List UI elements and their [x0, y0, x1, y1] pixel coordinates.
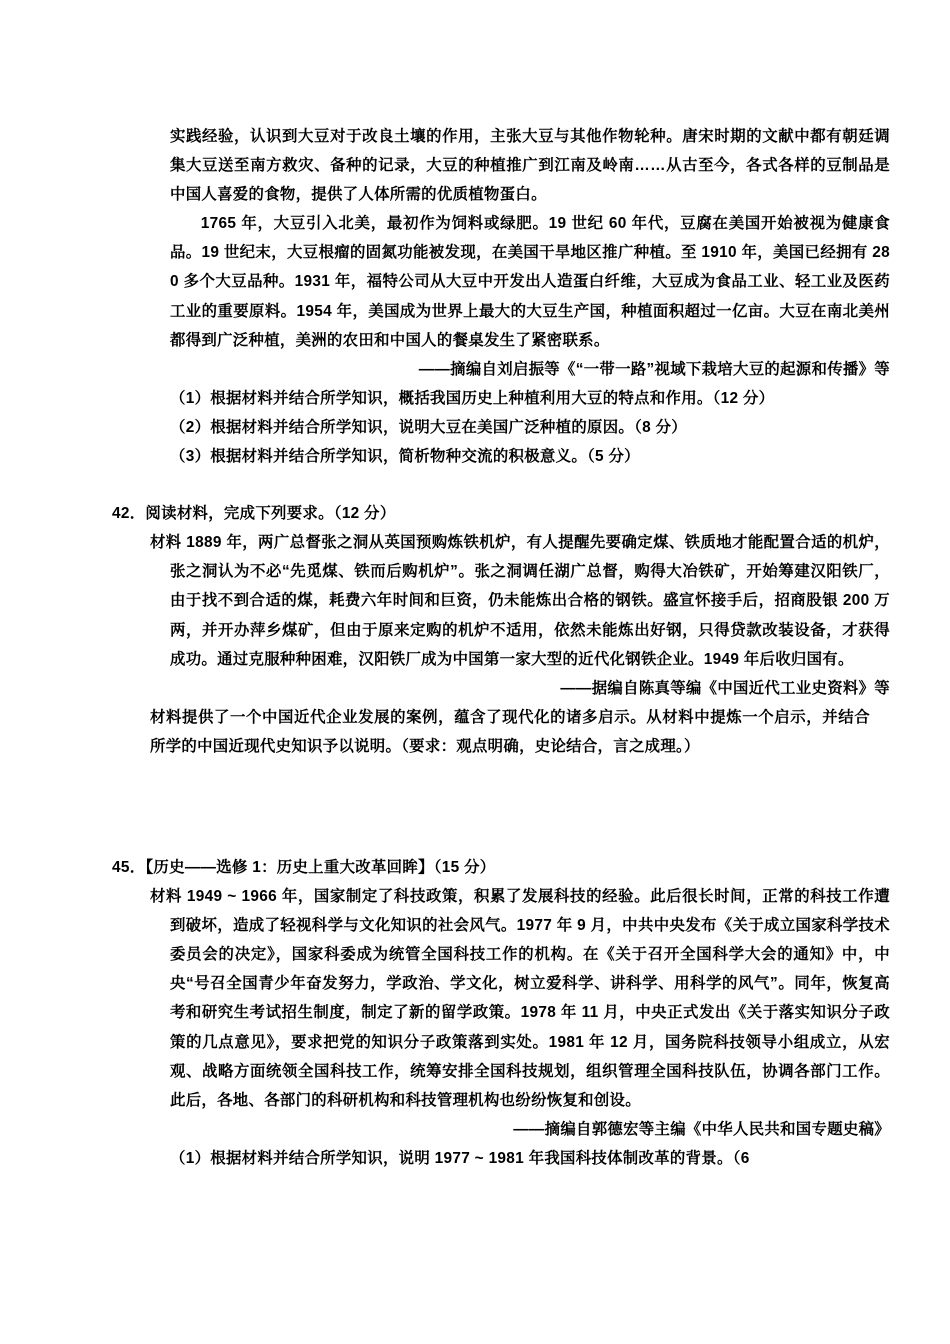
- question-45-subquestion-1: （1）根据材料并结合所学知识，说明 1977 ~ 1981 年我国科技体制改革的背景。（6: [170, 1149, 750, 1167]
- question-42-heading: 42．阅读材料，完成下列要求。（12 分）: [112, 505, 396, 523]
- question-42-block: [0, 499, 950, 761]
- question-42-attribution: ——据编自陈真等编《中国近代工业史资料》等: [560, 679, 890, 697]
- question-45-heading: 45．【历史——选修 1：历史上重大改革回眸】（15 分）: [112, 858, 496, 876]
- question-45-material: 材料 1949 ~ 1966 年，国家制定了科技政策，积累了发展科技的经验。此后很长时间，正常的科技工作遭到破坏，造成了轻视科学与文化知识的社会风气。1977 年 9 月，中共中央发布《关于成立国家科学技术委员会的决定》，国家科委成为统管全国科技工作的机构。在《关于召开全国科学大会的通知》中，中央“号召全国青少年奋发努力，学政治、学文化，树立爱科学、讲科学、用科学的风气”。同年，恢复高考和研究生考试招生制度，制定了新的留学政策。1978 年 11 月，中央正式发出《关于落实知识分子政策的几点意见》，要求把党的知识分子政策落到实处。1981 年 12 月，国务院科技领导小组成立，从宏观、战略方面统领全国科技工作，统筹安排全国科技规划，组织管理全国科技队伍，协调各部门工作。此后，各地、各部门的科研机构和科技管理机构也纷纷恢复和创设。: [150, 888, 890, 1109]
- question-41-paragraph-2: 1765 年，大豆引入北美，最初作为饲料或绿肥。19 世纪 60 年代，豆腐在美国开始被视为健康食品。19 世纪末，大豆根瘤的固氮功能被发现，在美国干旱地区推广种植。至 1910 年，美国已经拥有 280 多个大豆品种。1931 年，福特公司从大豆中开发出人造蛋白纤维，大豆成为食品工业、轻工业及医药工业的重要原料。1954 年，美国成为世界上最大的大豆生产国，种植面积超过一亿亩。大豆在南北美州都得到广泛种植，美洲的农田和中国人的餐桌发生了紧密联系。: [170, 215, 890, 349]
- section-gap-42-45: [0, 761, 950, 853]
- question-41-subquestion-2: （2）根据材料并结合所学知识，说明大豆在美国广泛种植的原因。（8 分）: [170, 418, 687, 436]
- question-41-block: [0, 122, 950, 471]
- question-41-paragraph-1: 实践经验，认识到大豆对于改良土壤的作用，主张大豆与其他作物轮种。唐宋时期的文献中都有朝廷调集大豆送至南方救灾、备种的记录，大豆的种植推广到江南及岭南……从古至今，各式各样的豆制品是中国人喜爱的食物，提供了人体所需的优质植物蛋白。: [170, 128, 890, 204]
- question-45-block: [0, 853, 950, 1173]
- question-41-subquestion-1: （1）根据材料并结合所学知识，概括我国历史上种植利用大豆的特点和作用。（12 分）: [170, 389, 775, 407]
- section-gap-41-42: [0, 471, 950, 499]
- question-41-subquestion-3: （3）根据材料并结合所学知识，简析物种交流的积极意义。（5 分）: [170, 448, 640, 466]
- question-41-attribution: ——摘编自刘启振等《“一带一路”视域下栽培大豆的起源和传播》等: [418, 360, 890, 378]
- question-42-material: 材料 1889 年，两广总督张之洞从英国预购炼铁机炉，有人提醒先要确定煤、铁质地才能配置合适的机炉，张之洞认为不必“先觅煤、铁而后购机炉”。张之洞调任湖广总督，购得大冶铁矿，开始筹建汉阳铁厂，由于找不到合适的煤，耗费六年时间和巨资，仍未能炼出合格的钢铁。盛宣怀接手后，招商股银 200 万两，并开办萍乡煤矿，但由于原来定购的机炉不适用，依然未能炼出好钢，只得贷款改装设备，才获得成功。通过克服种种困难，汉阳铁厂成为中国第一家大型的近代化钢铁企业。1949 年后收归国有。: [150, 534, 890, 668]
- question-42-prompt: 材料提供了一个中国近代企业发展的案例，蕴含了现代化的诸多启示。从材料中提炼一个启示，并结合所学的中国近现代史知识予以说明。（要求：观点明确，史论结合，言之成理。）: [150, 708, 870, 755]
- question-45-attribution: ——摘编自郭德宏等主编《中华人民共和国专题史稿》: [513, 1120, 890, 1138]
